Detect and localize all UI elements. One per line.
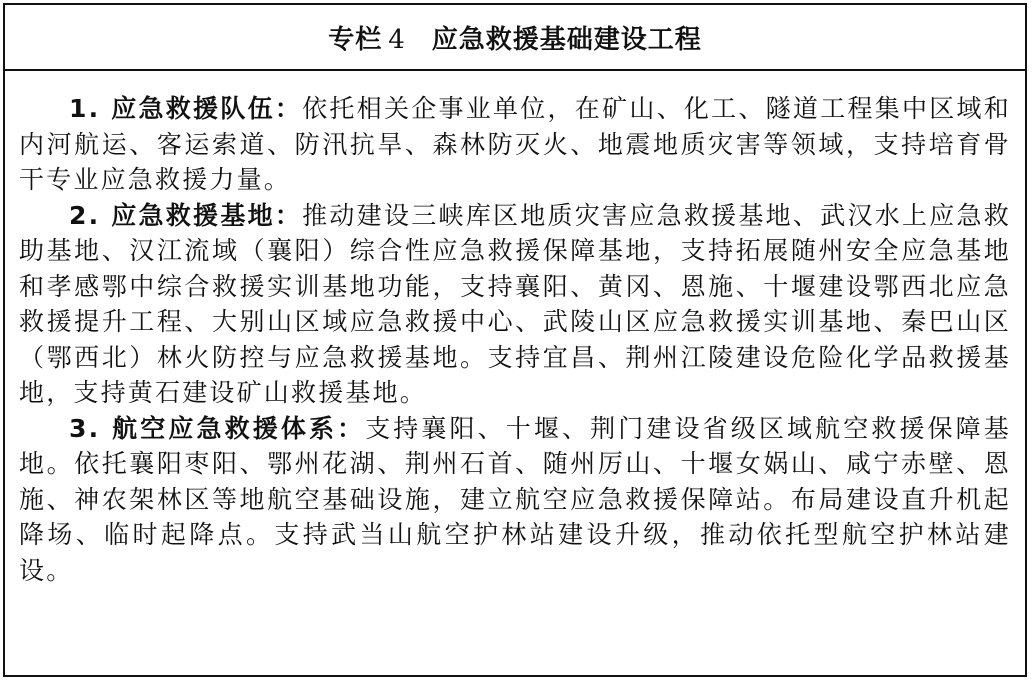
column-number: 4	[388, 24, 406, 55]
paragraph-heading: 3. 航空应急救援体系：	[69, 413, 366, 443]
column-title-text: 应急救援基础建设工程	[431, 24, 702, 55]
column-title-bar	[5, 5, 1025, 71]
paragraph-emergency-rescue-teams	[19, 91, 1011, 198]
paragraph-emergency-rescue-bases	[19, 198, 1011, 411]
paragraph-text: 推动建设三峡库区地质灾害应急救援基地、武汉水上应急救助基地、汉江流域（襄阳）综合性应急救援保障基地，支持拓展随州安全应急基地和孝感鄂中综合救援实训基地功能，支持襄阳、黄冈、恩施、十堰建设鄂西北应急救援提升工程、大别山区域应急救援中心、武陵山区应急救援实训基地、秦巴山区（鄂西北）林火防控与应急救援基地。支持宜昌、荆州江陵建设危险化学品救援基地，支持黄石建设矿山救援基地。	[19, 200, 1012, 407]
paragraph-heading: 2. 应急救援基地：	[69, 200, 303, 230]
column-content	[5, 71, 1025, 588]
paragraph-text: 支持襄阳、十堰、荆门建设省级区域航空救援保障基地。依托襄阳枣阳、鄂州花湖、荆州石首、随州厉山、十堰女娲山、咸宁赤壁、恩施、神农架林区等地航空基础设施，建立航空应急救援保障站。布局建设直升机起降场、临时起降点。支持武当山航空护林站建设升级，推动依托型航空护林站建设。	[19, 413, 1011, 585]
paragraph-aviation-rescue-system	[19, 411, 1011, 589]
column-box	[3, 3, 1027, 677]
column-label: 专栏	[328, 24, 383, 55]
paragraph-heading: 1. 应急救援队伍：	[69, 94, 303, 123]
paragraph-text: 依托相关企事业单位，在矿山、化工、隧道工程集中区域和内河航运、客运索道、防汛抗旱、森林防灭火、地震地质灾害等领域，支持培育骨干专业应急救援力量。	[19, 94, 1012, 194]
column-title	[328, 19, 702, 56]
